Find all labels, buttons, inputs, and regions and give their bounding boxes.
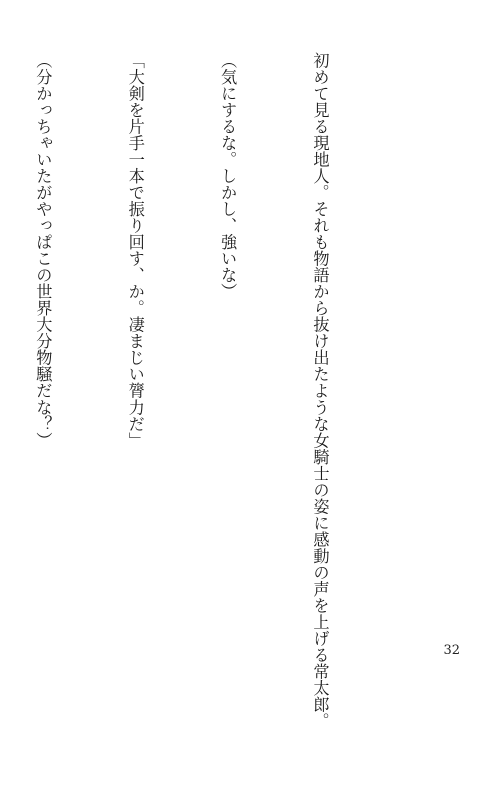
text-line: （気にするな。しかし、強いな） bbox=[218, 52, 238, 300]
vertical-text-body bbox=[33, 52, 396, 730]
text-line: 「大剣を片手一本で振り回す、か。凄まじい膂力だ」 bbox=[125, 52, 145, 449]
text-line: 初めて見る現地人。それも物語から抜け出たような女騎士の姿に感動の声を上げる常太郎。 bbox=[310, 52, 330, 730]
page-number: 32 bbox=[443, 643, 460, 658]
text-line: （分かっちゃいたがやっぱこの世界大分物騒だな？） bbox=[33, 52, 53, 449]
